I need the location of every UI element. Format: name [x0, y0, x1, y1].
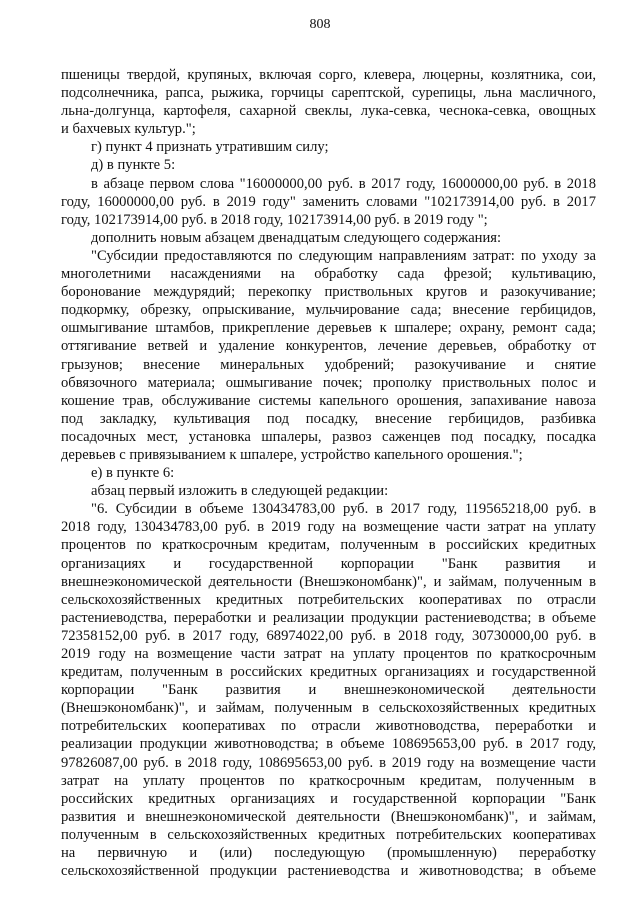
text-line: многолетними насаждениями на обработку сада фрезой; культивацию,: [61, 266, 596, 283]
text-line: развития и внешнеэкономической деятельности (Внешэкономбанк)", и займам,: [61, 808, 596, 825]
text-line: обвязочного материала; ошмыгивание почек; прополку приствольных полос и: [61, 374, 596, 391]
text-line: кошение трав, обслуживание системы капельного орошения, запахивание навоза: [61, 392, 596, 409]
text-line: потребительских кооперативах по отрасли животноводства, переработки и: [61, 718, 596, 735]
text-line: российских кредитных организациях и государственной корпорации "Банк: [61, 790, 596, 807]
text-line: корпорации "Банк развития и внешнеэкономической деятельности: [61, 682, 596, 699]
text-line: году, 16000000,00 руб. в 2019 году" заменить словами "102173914,00 руб. в 2017: [61, 193, 596, 210]
text-line: процентов по краткосрочным кредитам, полученным в российских кредитных: [61, 537, 596, 554]
text-line: кредитам, полученным в российских кредитных организациях и государственной: [61, 664, 596, 681]
text-line: 2018 году, 130434783,00 руб. в 2019 году на возмещение части затрат на уплату: [61, 519, 596, 536]
text-line: подкормку, обрезку, опрыскивание, мульчирование сада; внесение гербицидов,: [61, 302, 596, 319]
text-line: на первичную и (или) последующую (промышленную) переработку: [61, 845, 596, 862]
text-line: грызунов; внесение минеральных удобрений; разокучивание и снятие: [61, 356, 596, 373]
text-line: организациях и государственной корпорации "Банк развития и: [61, 555, 596, 572]
text-line: пшеницы твердой, крупяных, включая сорго, клевера, люцерны, козлятника, сои,: [61, 67, 596, 83]
text-line: полученным в сельскохозяйственных кредитных потребительских кооперативах: [61, 826, 596, 843]
text-line: сельскохозяйственной продукции растениеводства и животноводства; в объеме: [61, 863, 596, 880]
text-line: растениеводства, переработки и реализации продукции растениеводства; в объеме: [61, 609, 596, 626]
text-line: затрат на уплату процентов по краткосрочным кредитам, полученным в: [61, 772, 596, 789]
text-line: (Внешэкономбанк)", и займам, полученным в сельскохозяйственных кредитных: [61, 700, 596, 717]
text-line: подсолнечника, рапса, рыжика, горчицы сарептской, сурепицы, льна масличного,: [61, 85, 596, 102]
text-line: оттягивание ветвей и удаление конкурентов, лечение деревьев, обработку от: [61, 338, 596, 355]
text-line: внешнеэкономической деятельности (Внешэкономбанк)", и займам, полученным в: [61, 573, 596, 590]
text-line: 2019 году на возмещение части затрат на уплату процентов по краткосрочным: [61, 646, 596, 662]
text-line: боронование междурядий; перекопку приствольных кругов и разокучивание;: [61, 284, 596, 301]
text-line: под закладку, культивация под посадку, внесение гербицидов, разбивка: [61, 410, 596, 427]
text-line: деревьев с привязыванием к шпалере, устройство капельного орошения.";: [61, 446, 523, 463]
text-line: "Субсидии предоставляются по следующим направлениям затрат: по уходу за: [91, 247, 596, 264]
text-line: реализации продукции животноводства; в объеме 108695653,00 руб. в 2017 году,: [61, 736, 596, 753]
text-line: ошмыгивание штамбов, прикрепление деревьев к шпалере; охрану, ремонт сада;: [61, 320, 596, 337]
text-line: д) в пункте 5:: [91, 157, 176, 174]
body-text: [61, 66, 596, 880]
text-line: посадочных мест, установка шпалеры, развоз саженцев под посадку, посадка: [61, 428, 596, 445]
text-line: "6. Субсидии в объеме 130434783,00 руб. в 2017 году, 119565218,00 руб. в: [91, 501, 596, 518]
text-line: дополнить новым абзацем двенадцатым следующего содержания:: [91, 229, 502, 246]
text-line: е) в пункте 6:: [91, 465, 175, 482]
text-line: льна-долгунца, картофеля, сахарной свеклы, лука-севка, чеснока-севка, овощных: [61, 103, 596, 120]
text-line: 72358152,00 руб. в 2017 году, 68974022,00 руб. в 2018 году, 30730000,00 руб. в: [61, 627, 596, 644]
page-number: 808: [309, 17, 331, 32]
text-line: сельскохозяйственных кредитных потребительских кооперативах по отрасли: [61, 591, 596, 608]
text-line: абзац первый изложить в следующей редакции:: [91, 483, 389, 500]
text-line: в абзаце первом слова "16000000,00 руб. в 2017 году, 16000000,00 руб. в 2018: [91, 175, 596, 192]
text-line: и бахчевых культур.";: [61, 121, 196, 138]
text-line: 97826087,00 руб. в 2018 году, 108695653,00 руб. в 2019 году на возмещение части: [61, 754, 596, 771]
text-line: г) пункт 4 признать утратившим силу;: [91, 139, 329, 156]
text-line: году, 102173914,00 руб. в 2018 году, 102173914,00 руб. в 2019 году ";: [61, 211, 488, 228]
